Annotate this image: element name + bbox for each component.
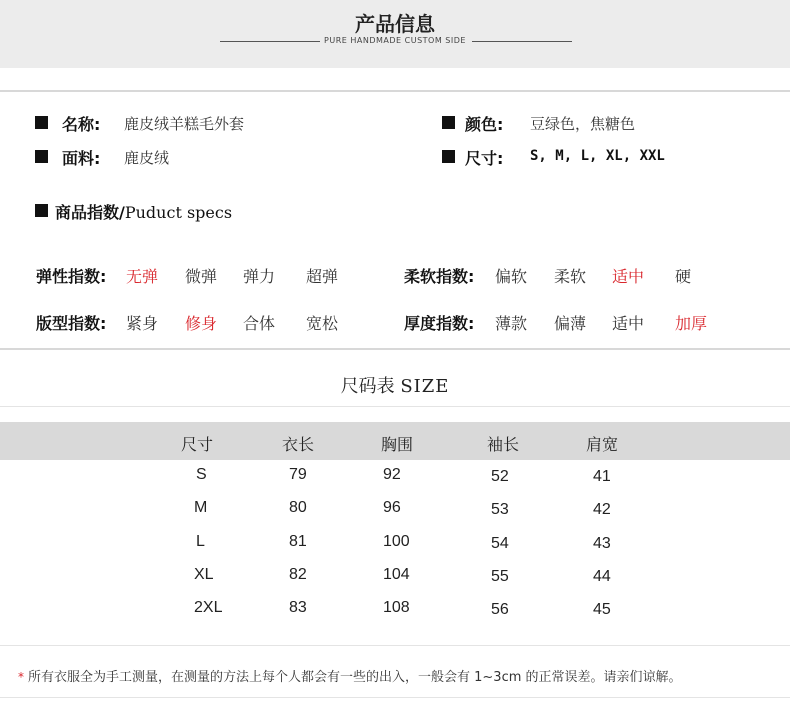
table-cell: XL (194, 566, 214, 583)
elasticity-option: 无弹 (126, 267, 159, 286)
divider (0, 90, 790, 92)
elasticity-option: 微弹 (185, 267, 218, 286)
size-table-title-en: SIZE (400, 376, 450, 397)
fabric-label: 面料: (62, 149, 101, 168)
table-header-cell: 袖长 (487, 435, 520, 454)
table-header-cell: 胸围 (381, 435, 414, 454)
table-cell: 100 (383, 533, 410, 550)
divider (0, 697, 790, 698)
softness-option: 硬 (675, 267, 692, 286)
fit-label: 版型指数: (36, 314, 107, 333)
table-cell: M (194, 499, 208, 516)
footnote (18, 666, 682, 685)
size-table-title-cn: 尺码表 (340, 376, 395, 397)
fit-option: 宽松 (306, 314, 339, 333)
fit-option: 合体 (243, 314, 276, 333)
thickness-option: 加厚 (675, 314, 708, 333)
name-label: 名称: (62, 115, 101, 134)
fabric-value: 鹿皮绒 (124, 149, 170, 167)
name-value: 鹿皮绒羊糕毛外套 (124, 115, 245, 133)
color-value: 豆绿色，焦糖色 (530, 115, 636, 133)
table-cell: 82 (289, 566, 307, 583)
size-value: S, M, L, XL, XXL (530, 148, 665, 164)
softness-option: 适中 (612, 267, 645, 286)
table-cell: 80 (289, 499, 307, 516)
table-cell: 44 (593, 568, 611, 585)
table-cell: 41 (593, 468, 611, 485)
table-cell: 81 (289, 533, 307, 550)
table-cell: 43 (593, 535, 611, 552)
softness-option: 偏软 (495, 267, 528, 286)
page-subtitle: PURE HANDMADE CUSTOM SIDE (324, 36, 466, 45)
fit-option: 紧身 (126, 314, 159, 333)
table-header-cell: 衣长 (282, 435, 315, 454)
table-cell: S (196, 466, 207, 483)
table-cell: 55 (491, 568, 509, 585)
bullet-square-icon (35, 116, 48, 129)
specs-title (55, 200, 232, 223)
size-table-title (0, 372, 790, 398)
thickness-option: 适中 (612, 314, 645, 333)
table-cell: 42 (593, 501, 611, 518)
specs-title-cn: 商品指数/ (55, 203, 125, 222)
table-cell: 54 (491, 535, 509, 552)
table-cell: 45 (593, 601, 611, 618)
table-cell: 2XL (194, 599, 223, 616)
elasticity-option: 超弹 (306, 267, 339, 286)
page-title: 产品信息 (355, 12, 435, 36)
table-cell: 96 (383, 499, 401, 516)
header-divider-right (472, 41, 572, 42)
bullet-square-icon (442, 116, 455, 129)
thickness-option: 薄款 (495, 314, 528, 333)
table-header-cell: 肩宽 (586, 435, 619, 454)
table-cell: 83 (289, 599, 307, 616)
divider (0, 406, 790, 407)
thickness-label: 厚度指数: (404, 314, 475, 333)
thickness-option: 偏薄 (554, 314, 587, 333)
footnote-text: 所有衣服全为手工测量，在测量的方法上每个人都会有一些的出入，一般会有 1~3cm 的正常误差。请亲们谅解。 (28, 670, 682, 685)
table-cell: 92 (383, 466, 401, 483)
table-cell: 56 (491, 601, 509, 618)
fit-option: 修身 (185, 314, 218, 333)
table-cell: 52 (491, 468, 509, 485)
table-cell: 108 (383, 599, 410, 616)
table-cell: L (196, 533, 205, 550)
specs-title-en: Puduct specs (124, 203, 233, 222)
table-header-cell: 尺寸 (181, 435, 214, 454)
divider (0, 645, 790, 646)
bullet-square-icon (35, 150, 48, 163)
color-label: 颜色: (465, 115, 504, 134)
divider (0, 348, 790, 350)
softness-option: 柔软 (554, 267, 587, 286)
bullet-square-icon (442, 150, 455, 163)
bullet-square-icon (35, 204, 48, 217)
table-cell: 79 (289, 466, 307, 483)
size-label: 尺寸: (465, 149, 504, 168)
elasticity-option: 弹力 (243, 267, 276, 286)
table-cell: 53 (491, 501, 509, 518)
table-cell: 104 (383, 566, 410, 583)
asterisk-icon: * (18, 670, 24, 684)
elasticity-label: 弹性指数: (36, 267, 107, 286)
softness-label: 柔软指数: (404, 267, 475, 286)
